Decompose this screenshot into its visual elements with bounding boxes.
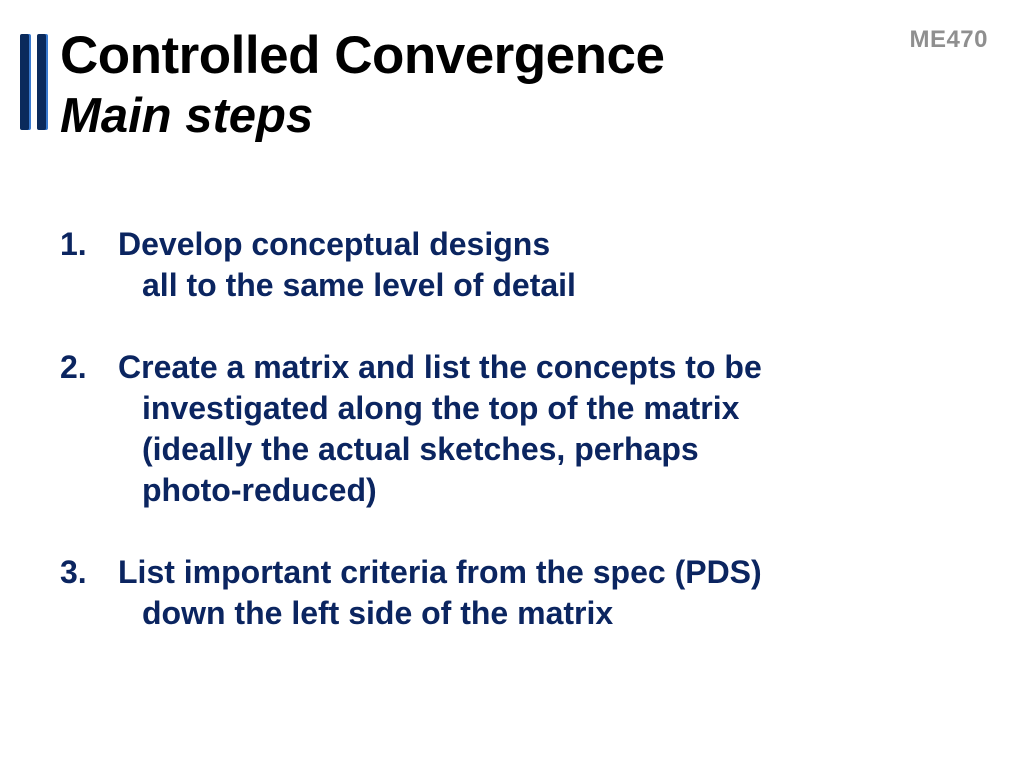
step-line: investigated along the top of the matrix [142,390,740,426]
steps-list [60,224,980,675]
step-text [118,347,980,511]
step-number: 2. [60,349,87,385]
step-line: (ideally the actual sketches, perhaps [142,431,699,467]
step-line: Develop conceptual designs [118,226,551,262]
step-item [60,224,980,306]
step-line: down the left side of the matrix [142,595,614,631]
step-text [118,552,980,634]
step-number: 3. [60,554,87,590]
accent-bar [37,34,46,130]
course-code: ME470 [909,26,988,53]
step-line: Create a matrix and list the concepts to be [118,349,762,385]
step-line: all to the same level of detail [142,267,576,303]
slide-subtitle: Main steps [60,89,314,143]
step-item [60,552,980,634]
step-text [118,224,980,306]
step-line: photo-reduced) [142,472,377,508]
title-accent-bars [18,34,48,130]
accent-bar [20,34,29,130]
step-item [60,347,980,511]
slide-title: Controlled Convergence [60,26,665,85]
step-number: 1. [60,226,87,262]
step-line: List important criteria from the spec (PDS) [118,554,762,590]
